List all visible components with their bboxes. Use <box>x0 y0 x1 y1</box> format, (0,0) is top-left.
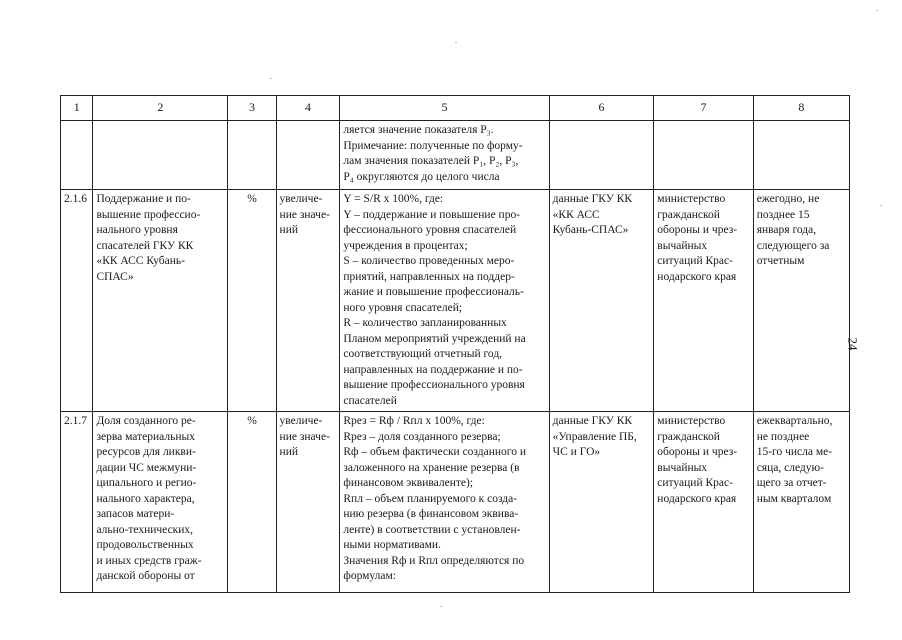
text-line: ний <box>279 446 299 458</box>
text-line: нального уровня <box>96 224 178 236</box>
text-line: спасателей ГКУ КК <box>96 239 194 252</box>
text-line: Y = S/R x 100%, где: <box>343 193 444 205</box>
text-line: ЧС и ГО» <box>552 446 601 458</box>
text-line: щего за отчет- <box>756 477 827 489</box>
text-line: S – количество проведенных меро- <box>343 255 515 267</box>
responsible-cell <box>654 412 753 593</box>
text-line: позднее 15 <box>756 208 810 221</box>
scan-speck <box>270 78 272 79</box>
text-line: нодарского края <box>657 270 737 283</box>
text-line: ленте) в соответствии с установлен- <box>343 523 521 536</box>
text-line: увеличе- <box>279 415 323 427</box>
text-line: зерва материальных <box>96 430 195 443</box>
text-line: нального характера, <box>96 492 195 505</box>
text-line: финансовом эквиваленте); <box>343 477 474 489</box>
header-col-1: 1 <box>61 96 93 121</box>
responsible-cell <box>654 190 753 412</box>
text-line: фессионального уровня спасателей <box>343 224 517 236</box>
text-line: направленных на поддержание и по- <box>343 363 523 376</box>
text-line: вышение профессионального уровня <box>343 379 525 391</box>
cell-empty <box>276 121 340 190</box>
scan-speck <box>455 42 457 43</box>
scan-speck <box>880 205 882 206</box>
text-line: лам значения показателей P₁, P₂, P₃, <box>343 155 519 167</box>
scan-speck <box>440 606 442 607</box>
text-line: ляется значение показателя P₃. <box>343 124 494 136</box>
text-line: ного уровня спасателей; <box>343 301 463 314</box>
text-line: января года, <box>756 224 817 236</box>
table-row-2-1-6 <box>61 190 850 412</box>
text-line: формулам: <box>343 570 396 582</box>
text-line: учреждения в процентах; <box>343 239 468 252</box>
direction-cell <box>276 190 340 412</box>
text-line: «КК АСС Кубань- <box>96 255 185 267</box>
indicator-number: 2.1.7 <box>61 412 93 593</box>
text-line: заложенного на хранение резерва (в <box>343 461 520 474</box>
page-number: 24 <box>845 337 861 351</box>
text-line: данской обороны от <box>96 570 195 582</box>
text-line: «КК АСС <box>552 208 600 221</box>
text-line: ситуаций Крас- <box>657 477 733 489</box>
unit-cell: % <box>228 190 276 412</box>
cell-empty <box>654 121 753 190</box>
text-line: СПАС» <box>96 270 134 283</box>
text-line: ными нормативами. <box>343 539 441 551</box>
cell-empty <box>549 121 654 190</box>
text-line: R – количество запланированных <box>343 317 507 329</box>
text-line: Rф – объем фактически созданного и <box>343 446 526 458</box>
text-line: вычайных <box>657 239 708 252</box>
cell-empty <box>93 121 228 190</box>
text-line: Rрез = Rф / Rпл x 100%, где: <box>343 415 485 427</box>
text-line: министерство <box>657 193 726 205</box>
document-table <box>60 95 850 593</box>
text-line: ние значе- <box>279 430 330 443</box>
text-line: Примечание: полученные по форму- <box>343 139 523 152</box>
header-col-2: 2 <box>93 96 228 121</box>
header-col-5: 5 <box>340 96 549 121</box>
text-line: Кубань-СПАС» <box>552 224 629 236</box>
text-line: приятий, направленных на поддер- <box>343 270 515 283</box>
text-line: 15-го числа ме- <box>756 446 833 458</box>
text-line: ние значе- <box>279 208 330 221</box>
text-line: Поддержание и по- <box>96 193 191 205</box>
text-line: гражданской <box>657 208 720 221</box>
text-line: ным кварталом <box>756 492 832 505</box>
header-row <box>61 96 850 121</box>
scan-speck <box>876 10 878 11</box>
text-line: и иных средств граж- <box>96 554 202 567</box>
text-line: увеличе- <box>279 193 323 205</box>
text-line: ресурсов для ликви- <box>96 446 196 458</box>
header-col-7: 7 <box>654 96 753 121</box>
indicator-name-cell <box>93 412 228 593</box>
text-line: обороны и чрез- <box>657 224 738 236</box>
text-line: ципального и регио- <box>96 477 197 489</box>
text-line: соответствующий отчетный год, <box>343 348 503 360</box>
text-line: ально-технических, <box>96 523 194 536</box>
text-line: Значения Rф и Rпл определяются по <box>343 554 525 567</box>
text-line: министерство <box>657 415 726 427</box>
header-col-4: 4 <box>276 96 340 121</box>
text-line: Планом мероприятий учреждений на <box>343 332 526 345</box>
text-line: жание и повышение профессиональ- <box>343 286 524 298</box>
direction-cell <box>276 412 340 593</box>
indicator-number: 2.1.6 <box>61 190 93 412</box>
text-line: P₄ округляются до целого числа <box>343 170 500 183</box>
text-line: вычайных <box>657 461 708 474</box>
text-line: гражданской <box>657 430 720 443</box>
formula-cell <box>340 190 549 412</box>
text-line: продовольственных <box>96 539 194 551</box>
text-line: Y – поддержание и повышение про- <box>343 208 521 221</box>
text-line: спасателей <box>343 394 397 407</box>
formula-cell <box>340 121 549 190</box>
text-line: ситуаций Крас- <box>657 255 733 267</box>
text-line: ежегодно, не <box>756 193 820 205</box>
period-cell <box>753 190 849 412</box>
data-source-cell <box>549 412 654 593</box>
text-line: следующего за <box>756 239 830 252</box>
formula-cell <box>340 412 549 593</box>
text-line: отчетным <box>756 255 805 267</box>
text-line: ний <box>279 224 299 236</box>
text-line: Rпл – объем планируемого к созда- <box>343 492 518 505</box>
text-line: ежеквартально, <box>756 415 833 427</box>
table-row-continuation <box>61 121 850 190</box>
cell-empty <box>61 121 93 190</box>
table-row-2-1-7 <box>61 412 850 593</box>
header-col-8: 8 <box>753 96 849 121</box>
text-line: Rрез – доля созданного резерва; <box>343 430 501 443</box>
header-col-6: 6 <box>549 96 654 121</box>
text-line: данные ГКУ КК <box>552 415 633 427</box>
indicator-name-cell <box>93 190 228 412</box>
text-line: сяца, следую- <box>756 461 824 474</box>
unit-cell: % <box>228 412 276 593</box>
period-cell <box>753 412 849 593</box>
cell-empty <box>228 121 276 190</box>
text-line: Доля созданного ре- <box>96 415 196 427</box>
text-line: «Управление ПБ, <box>552 430 637 443</box>
text-line: нию резерва (в финансовом эквива- <box>343 508 519 520</box>
header-col-3: 3 <box>228 96 276 121</box>
text-line: не позднее <box>756 430 810 443</box>
cell-empty <box>753 121 849 190</box>
text-line: данные ГКУ КК <box>552 193 633 205</box>
text-line: нодарского края <box>657 492 737 505</box>
text-line: вышение профессио- <box>96 208 201 221</box>
data-source-cell <box>549 190 654 412</box>
text-line: обороны и чрез- <box>657 446 738 458</box>
text-line: дации ЧС межмуни- <box>96 461 197 474</box>
text-line: запасов матери- <box>96 508 175 520</box>
